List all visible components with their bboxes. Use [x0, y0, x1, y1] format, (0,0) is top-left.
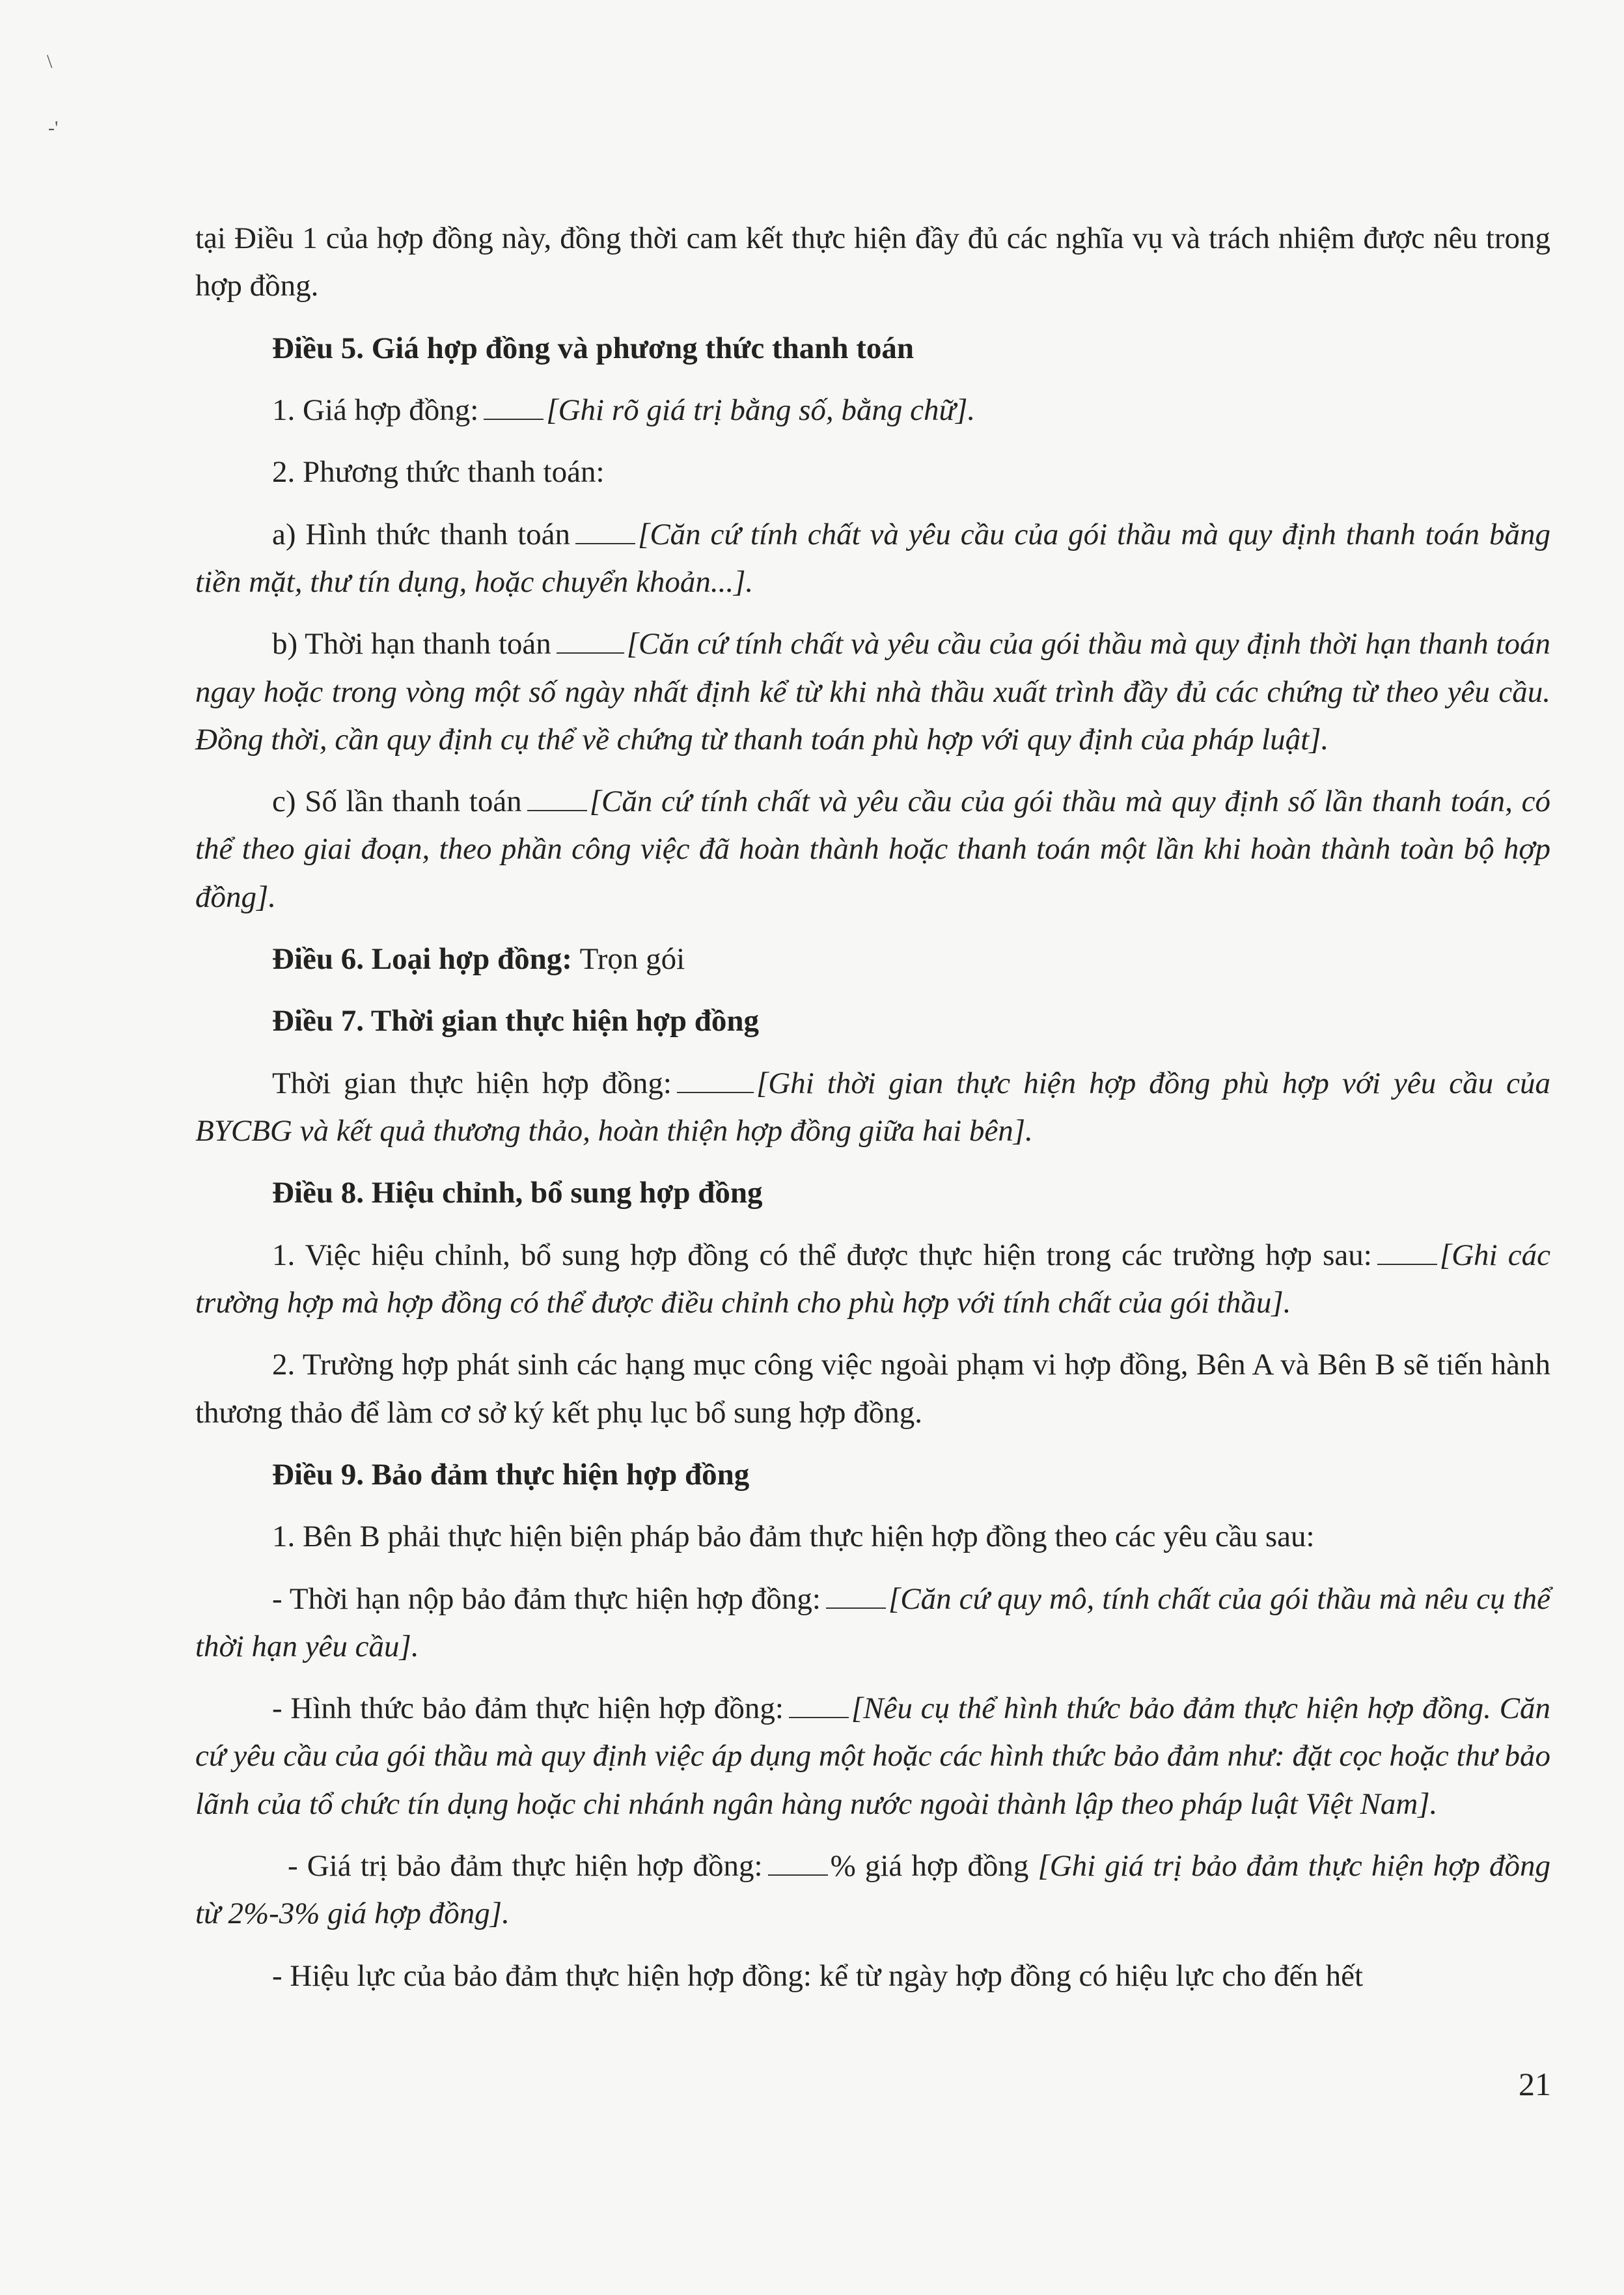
article5-item1: 1. Giá hợp đồng: [Ghi rõ giá trị bằng số, bằng chữ]. [272, 393, 976, 427]
article7-body: Thời gian thực hiện hợp đồng: [Ghi thời gian thực hiện hợp đồng phù hợp với yêu cầu của BYCBG và kết quả thương thảo, hoàn thiện hợp đồng giữa hai bên]. [195, 1066, 1551, 1148]
fill-blank [768, 1850, 828, 1876]
stray-mark-1: \ [47, 51, 53, 72]
document-page [195, 215, 1550, 2014]
page-number: 21 [1519, 2066, 1551, 2102]
article6-heading: Điều 6. Loại hợp đồng: Trọn gói [272, 942, 685, 977]
article9-validity: - Hiệu lực của bảo đảm thực hiện hợp đồng: kể từ ngày hợp đồng có hiệu lực cho đến hết [272, 1958, 1364, 1993]
article7-heading: Điều 7. Thời gian thực hiện hợp đồng [272, 1004, 760, 1038]
article9-deadline: - Thời hạn nộp bảo đảm thực hiện hợp đồng: [Căn cứ quy mô, tính chất của gói thầu mà nêu cụ thể thời hạn yêu cầu]. [195, 1581, 1550, 1663]
stray-mark-2: -' [48, 117, 59, 139]
article9-value: - Giá trị bảo đảm thực hiện hợp đồng: % giá hợp đồng [Ghi giá trị bảo đảm thực hiện hợp đồng từ 2%-3% giá hợp đồng]. [195, 1849, 1550, 1931]
article6-value: Trọn gói [579, 942, 685, 977]
article9-heading: Điều 9. Bảo đảm thực hiện hợp đồng [272, 1457, 750, 1492]
article8-heading: Điều 8. Hiệu chỉnh, bổ sung hợp đồng [272, 1176, 763, 1210]
fill-blank [557, 628, 624, 654]
fill-blank [484, 394, 544, 420]
article9-item1: 1. Bên B phải thực hiện biện pháp bảo đảm thực hiện hợp đồng theo các yêu cầu sau: [272, 1520, 1315, 1554]
fill-blank [677, 1067, 754, 1093]
fill-blank [789, 1692, 849, 1718]
article5-item2b: b) Thời hạn thanh toán [Căn cứ tính chất và yêu cầu của gói thầu mà quy định thời hạn thanh toán ngay hoặc trong vòng một số ngày nhất định kể từ khi nhà thầu xuất trình đầy đủ các chứng từ theo yêu cầu. Đồng thời, cần quy định cụ thể về chứng từ thanh toán phù hợp với quy định của pháp luật]. [195, 627, 1550, 757]
article5-item2c: c) Số lần thanh toán [Căn cứ tính chất và yêu cầu của gói thầu mà quy định số lần thanh toán, có thể theo giai đoạn, theo phần công việc đã hoàn thành hoặc thanh toán một lần khi hoàn thành toàn bộ hợp đồng]. [195, 785, 1550, 914]
fill-blank [826, 1583, 886, 1609]
article5-item2a: a) Hình thức thanh toán [Căn cứ tính chất và yêu cầu của gói thầu mà quy định thanh toán bằng tiền mặt, thư tín dụng, hoặc chuyển khoản...]. [195, 517, 1550, 599]
intro-paragraph: tại Điều 1 của hợp đồng này, đồng thời cam kết thực hiện đầy đủ các nghĩa vụ và trách nhiệm được nêu trong hợp đồng. [195, 221, 1550, 303]
article5-heading: Điều 5. Giá hợp đồng và phương thức thanh toán [272, 331, 915, 365]
fill-blank [575, 518, 635, 544]
fill-blank [527, 785, 587, 811]
article5-item2: 2. Phương thức thanh toán: [272, 455, 605, 490]
article8-item1: 1. Việc hiệu chỉnh, bổ sung hợp đồng có thể được thực hiện trong các trường hợp sau: [Ghi các trường hợp mà hợp đồng có thể được điều chỉnh cho phù hợp với tính chất của gói thầu]. [195, 1238, 1550, 1320]
fill-blank [1377, 1239, 1437, 1265]
article8-item2: 2. Trường hợp phát sinh các hạng mục công việc ngoài phạm vi hợp đồng, Bên A và Bên B sẽ tiến hành thương thảo để làm cơ sở ký kết phụ lục bổ sung hợp đồng. [195, 1348, 1550, 1430]
article9-form: - Hình thức bảo đảm thực hiện hợp đồng: [Nêu cụ thể hình thức bảo đảm thực hiện hợp đồng. Căn cứ yêu cầu của gói thầu mà quy định việc áp dụng một hoặc các hình thức bảo đảm như: đặt cọc hoặc thư bảo lãnh của tổ chức tín dụng hoặc chi nhánh ngân hàng nước ngoài thành lập theo pháp luật Việt Nam]. [195, 1691, 1550, 1821]
